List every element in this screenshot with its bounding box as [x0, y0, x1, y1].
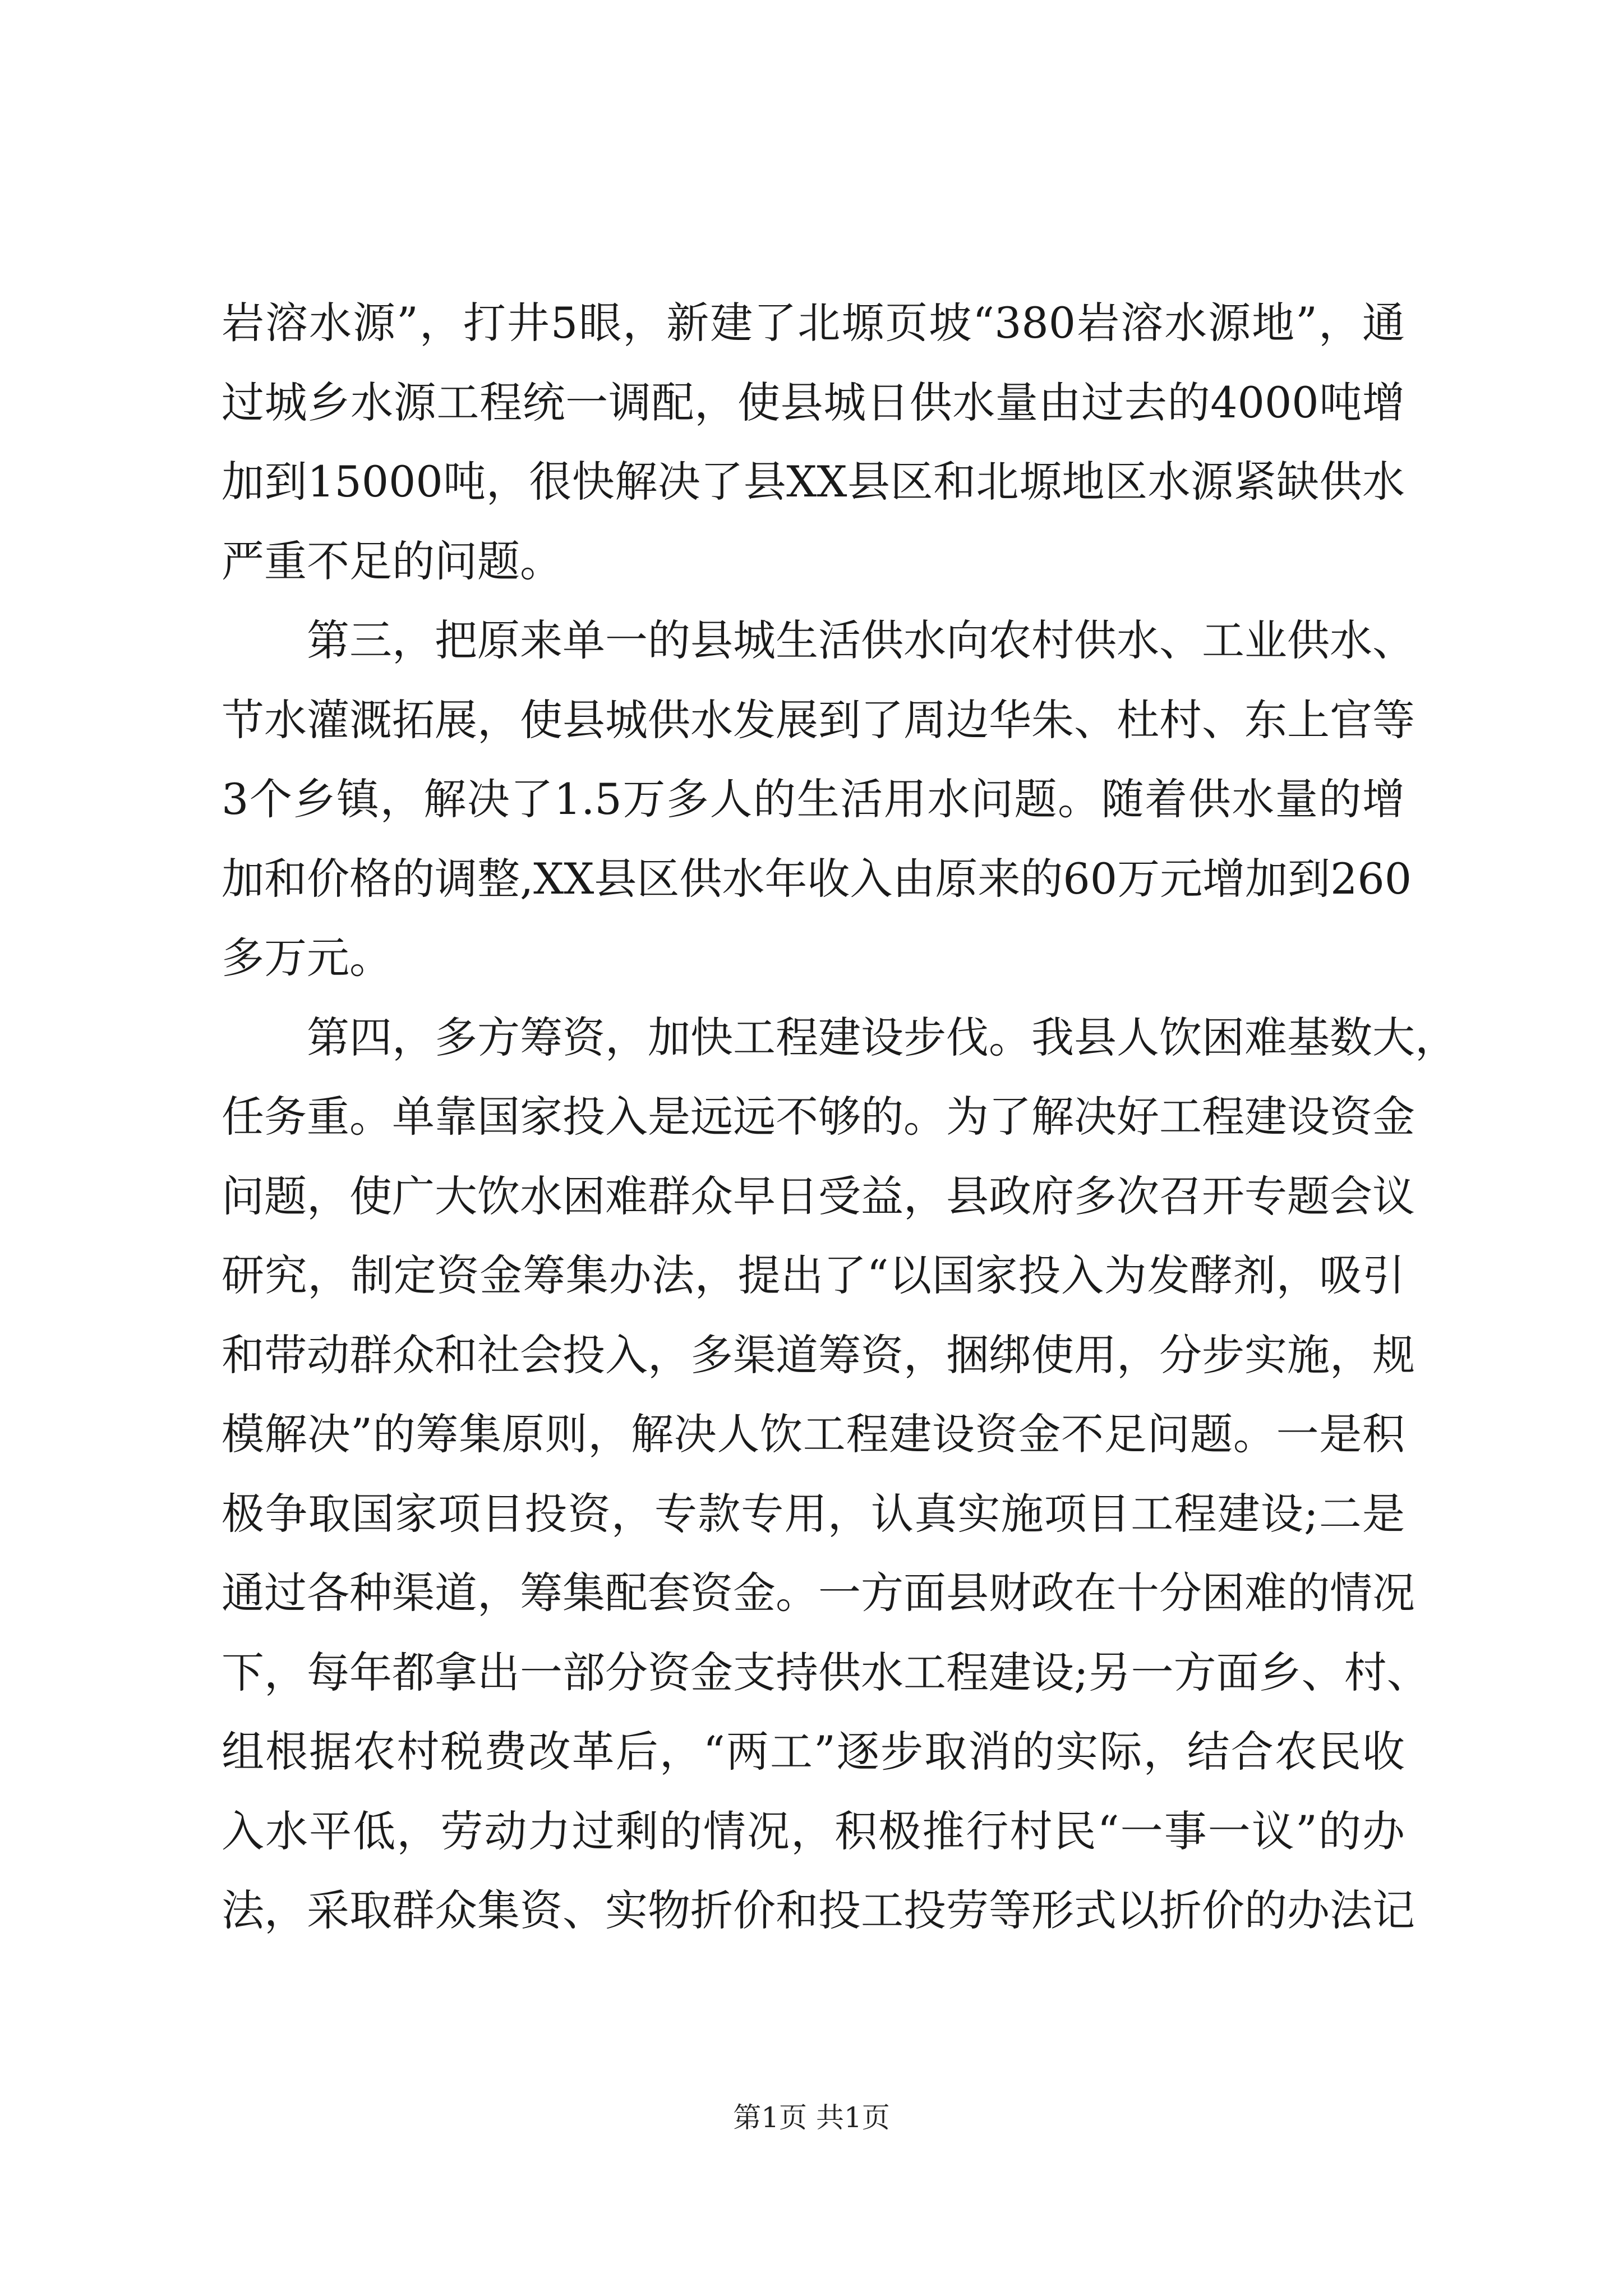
document-body	[222, 283, 1458, 1950]
paragraph-1	[222, 283, 1405, 601]
text-line: 过城乡水源工程统一调配，使县城日供水量由过去的4000吨增	[222, 377, 1405, 427]
text-line: 问题，使广大饮水困难群众早日受益，县政府多次召开专题会议	[222, 1171, 1415, 1221]
text-line: 加到15000吨，很快解决了县XX县区和北塬地区水源紧缺供水	[222, 457, 1405, 507]
text-line: 多万元。	[222, 933, 392, 983]
text-line: 第四，多方筹资，加快工程建设步伐。我县人饮困难基数大，	[307, 1012, 1458, 1062]
text-line: 模解决”的筹集原则，解决人饮工程建设资金不足问题。一是积	[222, 1409, 1405, 1459]
text-line: 节水灌溉拓展，使县城供水发展到了周边华朱、杜村、东上官等	[222, 694, 1415, 745]
page-footer	[0, 2101, 1623, 2134]
paragraph-3	[222, 998, 1458, 1950]
text-line: 通过各种渠道，筹集配套资金。一方面县财政在十分困难的情况	[222, 1568, 1415, 1618]
text-line: 下，每年都拿出一部分资金支持供水工程建设;另一方面乡、村、	[222, 1647, 1430, 1697]
text-line: 研究，制定资金筹集办法，提出了“以国家投入为发酵剂，吸引	[222, 1250, 1405, 1300]
text-line: 岩溶水源”，打井5眼，新建了北塬页坡“380岩溶水源地”，通	[222, 298, 1405, 348]
text-line: 第三，把原来单一的县城生活供水向农村供水、工业供水、	[307, 615, 1415, 665]
text-line: 组根据农村税费改革后，“两工”逐步取消的实际，结合农民收	[222, 1727, 1405, 1777]
text-line: 入水平低，劳动力过剩的情况，积极推行村民“一事一议”的办	[222, 1806, 1405, 1856]
text-line: 法，采取群众集资、实物折价和投工投劳等形式以折价的办法记	[222, 1885, 1415, 1935]
text-line: 极争取国家项目投资，专款专用，认真实施项目工程建设;二是	[222, 1488, 1405, 1539]
text-line: 和带动群众和社会投入，多渠道筹资，捆绑使用，分步实施，规	[222, 1329, 1415, 1380]
text-line: 任务重。单靠国家投入是远远不够的。为了解决好工程建设资金	[222, 1092, 1415, 1142]
page-number-label: 第1页 共1页	[733, 2101, 890, 2134]
text-line: 加和价格的调整,XX县区供水年收入由原来的60万元增加到260	[222, 853, 1412, 904]
text-line: 严重不足的问题。	[222, 536, 562, 586]
text-line: 3个乡镇，解决了1.5万多人的生活用水问题。随着供水量的增	[222, 774, 1405, 824]
paragraph-2	[222, 601, 1415, 998]
